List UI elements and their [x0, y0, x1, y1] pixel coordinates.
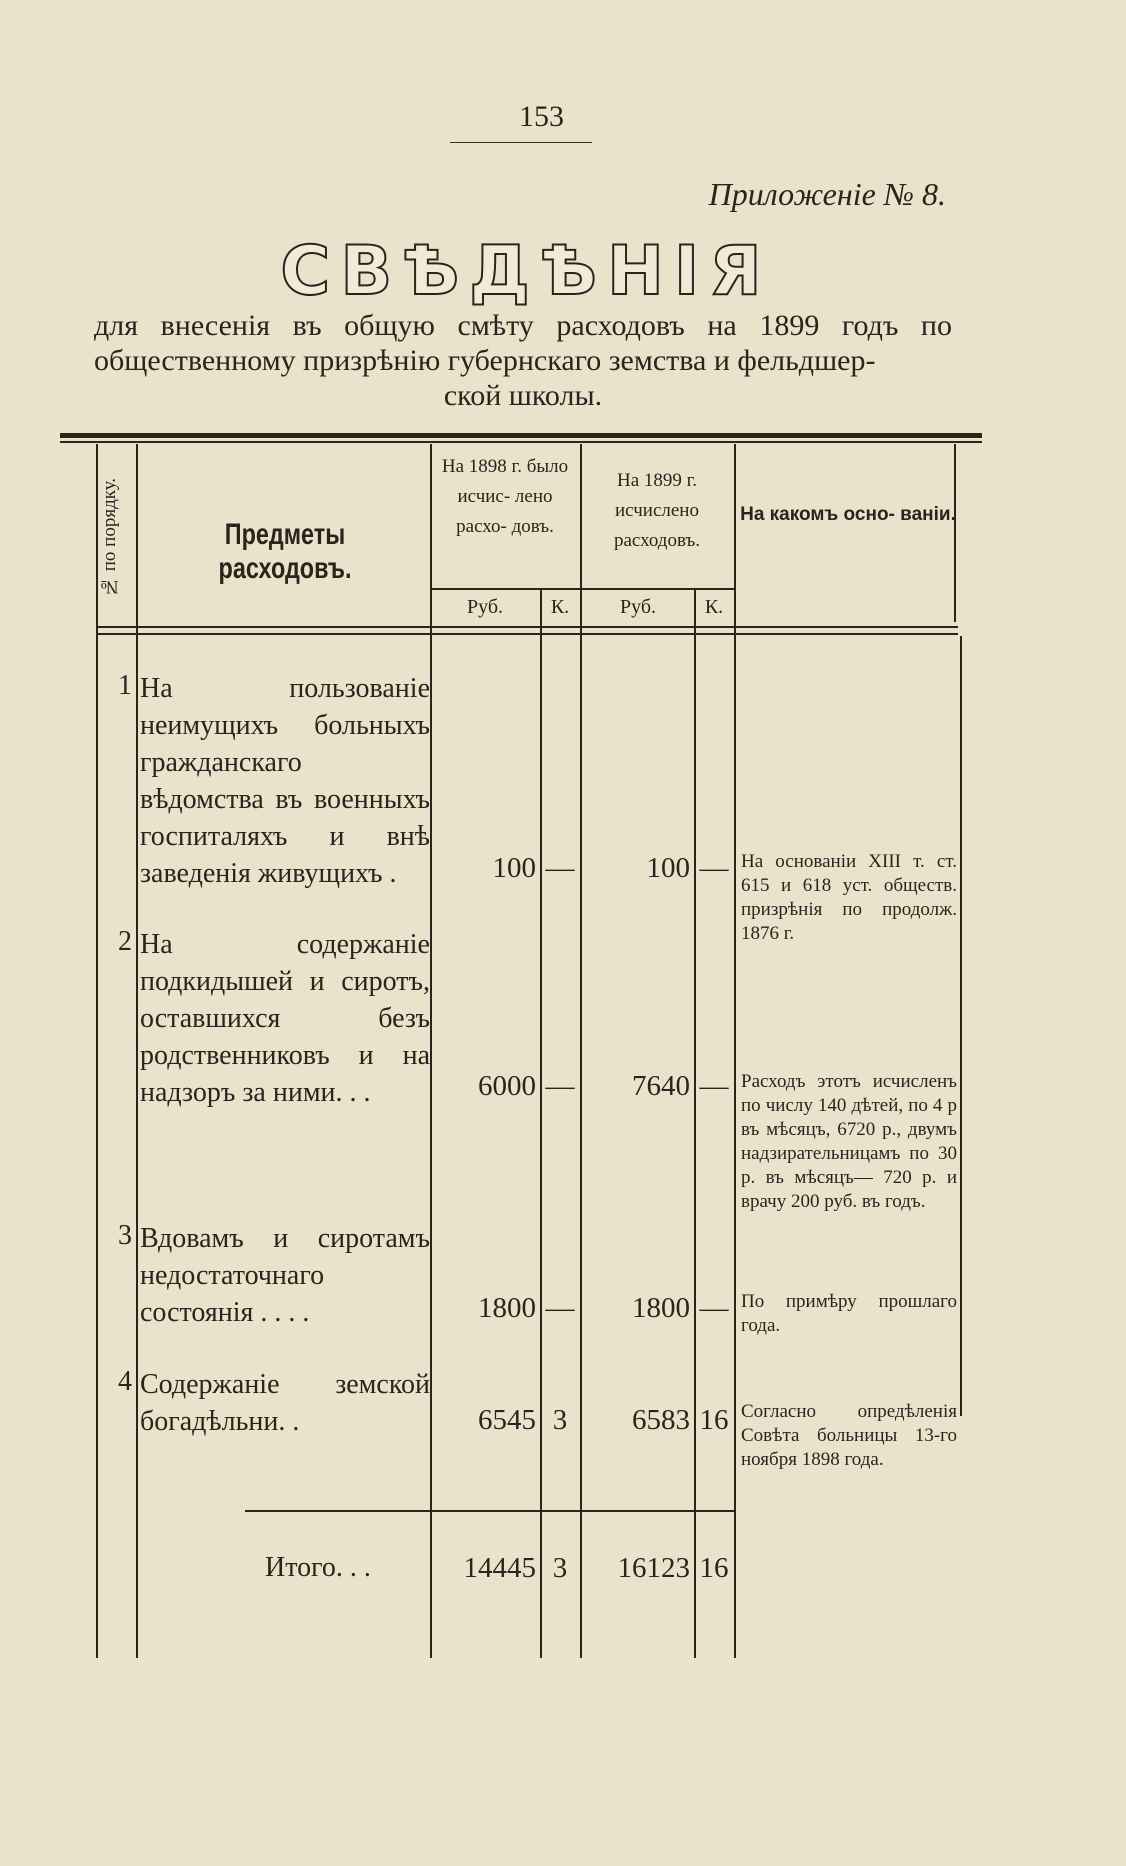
unit-kop-1898: К.: [550, 596, 570, 618]
amount-1899-rub: 1800: [632, 1292, 690, 1324]
row-number: 2: [118, 926, 132, 957]
expense-item: На пользованіе неимущихъ больныхъ гражданскаго вѣдомства въ военныхъ госпиталяхъ и внѣ заведенія живущихъ .: [140, 673, 430, 889]
subtitle-last-line: ской школы.: [443, 379, 603, 412]
amount-1898-kop: —: [545, 1292, 575, 1324]
amount-1899-kop: —: [699, 1292, 729, 1324]
basis-text: Согласно опредѣленія Совѣта больницы 13-го ноября 1898 года.: [741, 1401, 957, 1470]
amount-1898-kop: —: [545, 1070, 575, 1102]
row-number: 3: [118, 1220, 132, 1251]
total-label: Итого. . .: [265, 1552, 371, 1583]
header-1898: На 1898 г. было исчис- лено расхо- довъ.: [441, 456, 569, 537]
total-1898-kop: 3: [552, 1552, 568, 1584]
expense-item: На содержаніе подкидышей и сиротъ, оставшихся безъ родственниковъ и на надзоръ за ними. . .: [140, 929, 430, 1108]
basis-text: Расходъ этотъ исчисленъ по числу 140 дѣтей, по 4 р въ мѣсяцъ, 6720 р., двумъ надзирательницамъ по 30 р. въ мѣсяцъ— 720 р. и врачу 200 руб. въ годъ.: [741, 1071, 957, 1212]
unit-kop-1899: К.: [704, 596, 724, 618]
amount-1899-kop: —: [699, 852, 729, 884]
appendix-label: Приложеніе № 8.: [708, 176, 946, 212]
expense-item: Содержаніе земской богадѣльни. .: [140, 1369, 430, 1437]
unit-rub-1899: Руб.: [619, 596, 657, 618]
amount-1898-rub: 6000: [478, 1070, 536, 1102]
expense-item: Вдовамъ и сиротамъ недостаточнаго состоянія . . . .: [140, 1223, 430, 1328]
row-number: 1: [118, 670, 132, 701]
amount-1899-rub: 6583: [632, 1404, 690, 1436]
header-1899: На 1899 г. исчислено расходовъ.: [613, 470, 701, 551]
header-number: № по порядку.: [99, 477, 120, 597]
amount-1899-kop: —: [699, 1070, 729, 1102]
total-1899-kop: 16: [699, 1552, 729, 1584]
row-number: 4: [118, 1366, 132, 1397]
page-number: 153: [519, 100, 564, 133]
total-1899-rub: 16123: [617, 1552, 690, 1584]
basis-text: По примѣру прошлаго года.: [741, 1291, 957, 1336]
amount-1898-rub: 6545: [478, 1404, 536, 1436]
header-subject: Предметы расходовъ.: [218, 518, 352, 585]
page-number-rule: [450, 142, 592, 143]
amount-1898-rub: 1800: [478, 1292, 536, 1324]
amount-1899-rub: 100: [646, 852, 690, 884]
amount-1899-rub: 7640: [632, 1070, 690, 1102]
document-title: СВѢДѢНІЯ: [280, 232, 772, 311]
amount-1899-kop: 16: [699, 1404, 729, 1436]
subtitle-main: для внесенія въ общую смѣту расходовъ на 1899 годъ по общественному призрѣнію губернскаго земства и фельдшер-: [94, 309, 952, 377]
unit-rub-1898: Руб.: [466, 596, 504, 618]
table-top-rules: [60, 433, 982, 443]
amount-1898-kop: 3: [552, 1404, 568, 1436]
total-1898-rub: 14445: [463, 1552, 536, 1584]
header-basis: На какомъ осно- ваніи.: [740, 504, 956, 525]
document-subtitle: [94, 308, 952, 413]
basis-text: На основаніи XIII т. ст. 615 и 618 уст. обществ. призрѣнія по продолж. 1876 г.: [741, 851, 957, 944]
amount-1898-rub: 100: [492, 852, 536, 884]
amount-1898-kop: —: [545, 852, 575, 884]
